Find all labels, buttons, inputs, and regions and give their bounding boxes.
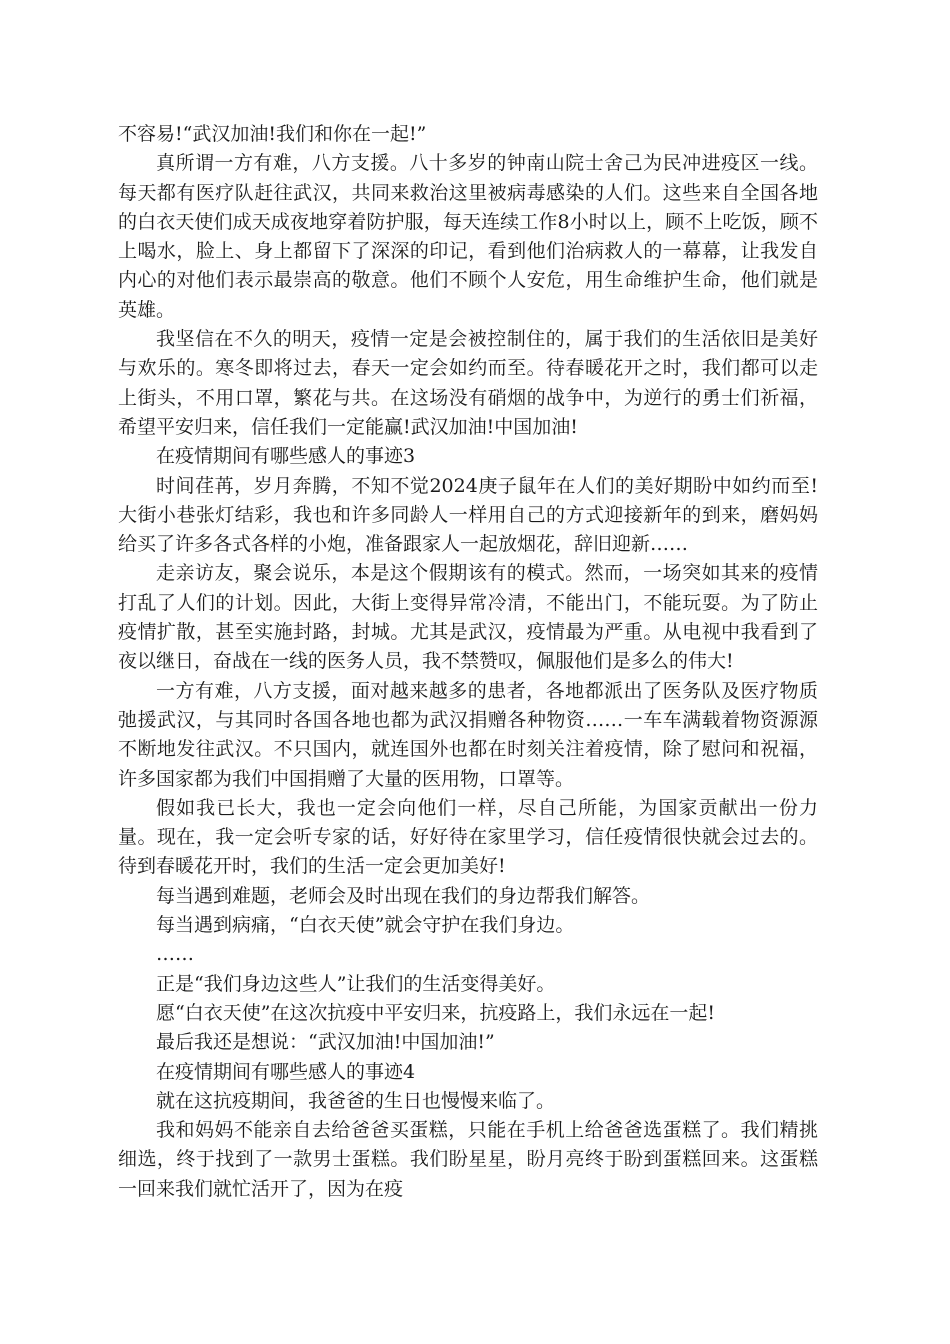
- paragraph: 我坚信在不久的明天，疫情一定是会被控制住的，属于我们的生活依旧是美好与欢乐的。寒冬即将过去，春天一定会如约而至。待春暖花开之时，我们都可以走上街头，不用口罩，繁花与共。在这场没有硝烟的战争中，为逆行的勇士们祈福，希望平安归来，信任我们一定能赢!武汉加油!中国加油!: [118, 328, 818, 438]
- paragraph: 一方有难，八方支援，面对越来越多的患者，各地都派出了医务队及医疗物质弛援武汉，与其同时各国各地也都为武汉捐赠各种物资……一车车满载着物资源源不断地发往武汉。不只国内，就连国外也都在时刻关注着疫情，除了慰问和祝福，许多国家都为我们中国捐赠了大量的医用物，口罩等。: [118, 679, 818, 790]
- section-heading: 在疫情期间有哪些感人的事迹4: [156, 1060, 416, 1083]
- paragraph: ……: [156, 943, 194, 966]
- paragraph: 我和妈妈不能亲自去给爸爸买蛋糕，只能在手机上给爸爸选蛋糕了。我们精挑细选，终于找到了一款男士蛋糕。我们盼星星，盼月亮终于盼到蛋糕回来。这蛋糕一回来我们就忙活开了，因为在疫: [118, 1119, 818, 1200]
- paragraph: 假如我已长大，我也一定会向他们一样，尽自己所能，为国家贡献出一份力量。现在，我一定会听专家的话，好好待在家里学习，信任疫情很快就会过去的。待到春暖花开时，我们的生活一定会更加美好!: [118, 796, 818, 878]
- paragraph: 最后我还是想说：“武汉加油!中国加油!”: [156, 1031, 495, 1054]
- paragraph: 就在这抗疫期间，我爸爸的生日也慢慢来临了。: [156, 1089, 556, 1112]
- paragraph: 不容易!“武汉加油!我们和你在一起!”: [118, 123, 427, 145]
- paragraph: 每当遇到病痛，“白衣天使”就会守护在我们身边。: [156, 914, 575, 937]
- paragraph: 走亲访友，聚会说乐，本是这个假期该有的模式。然而，一场突如其来的疫情打乱了人们的计划。因此，大街上变得异常冷清，不能出门，不能玩耍。为了防止疫情扩散，甚至实施封路，封城。尤其是武汉，疫情最为严重。从电视中我看到了夜以继日，奋战在一线的医务人员，我不禁赞叹，佩服他们是多么的伟大!: [118, 562, 818, 673]
- paragraph: 愿“白衣天使”在这次抗疫中平安归来，抗疫路上，我们永远在一起!: [156, 1001, 716, 1024]
- paragraph: 真所谓一方有难，八方支援。八十多岁的钟南山院士舍己为民冲进疫区一线。每天都有医疗队赶往武汉，共同来救治这里被病毒感染的人们。这些来自全国各地的白衣天使们成天成夜地穿着防护服，每天连续工作8小时以上，顾不上吃饭，顾不上喝水，脸上、身上都留下了深深的印记，看到他们治病救人的一幕幕，让我发自内心的对他们表示最崇高的敬意。他们不顾个人安危，用生命维护生命，他们就是英雄。: [118, 152, 818, 321]
- body-text: [118, 120, 818, 1204]
- paragraph: 每当遇到难题，老师会及时出现在我们的身边帮我们解答。: [156, 884, 651, 907]
- section-heading: 在疫情期间有哪些感人的事迹3: [156, 445, 416, 468]
- paragraph: 正是“我们身边这些人”让我们的生活变得美好。: [156, 972, 556, 995]
- paragraph: 时间荏苒，岁月奔腾，不知不觉2024庚子鼠年在人们的美好期盼中如约而至!大街小巷张灯结彩，我也和许多同龄人一样用自己的方式迎接新年的到来，磨妈妈给买了许多各式各样的小炮，准备跟家人一起放烟花，辞旧迎新……: [118, 474, 818, 556]
